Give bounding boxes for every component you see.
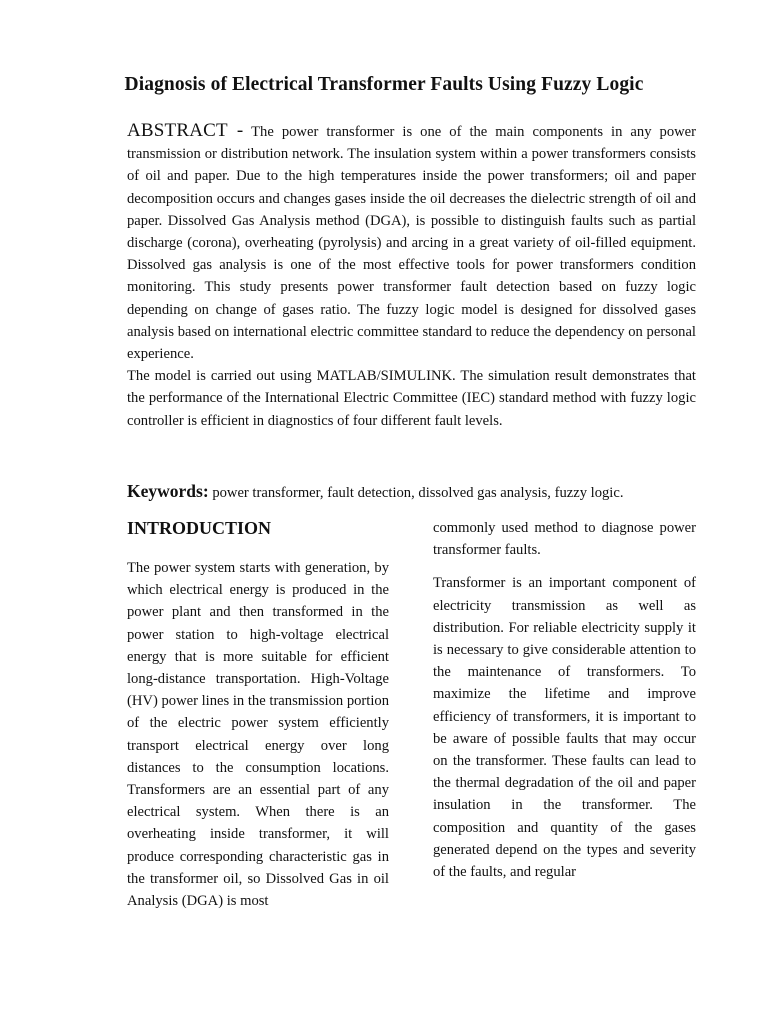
left-column (127, 513, 389, 912)
right-column (433, 517, 696, 883)
keywords-label: Keywords: (127, 481, 209, 501)
paper-title: Diagnosis of Electrical Transformer Faults Using Fuzzy Logic (124, 74, 644, 95)
abstract-paragraph-2: The model is carried out using MATLAB/SIMULINK. The simulation result demonstrates that the performance of the International Electric Committee (IEC) standard method with fuzzy logic controller is efficient in diagnostics of four different fault levels. (127, 368, 696, 429)
abstract-paragraph-1 (127, 120, 696, 365)
introduction-left-paragraph: The power system starts with generation, by which electrical energy is produced in the power plant and then transformed in the power station to high-voltage electrical energy that is more suitable for efficient long-distance transportation. High-Voltage (HV) power lines in the transmission portion of the electric power system efficiently transport electrical energy over long distances to the consumption locations. Transformers are an essential part of any electrical system. When there is an overheating inside transformer, it will produce corresponding characteristic gas in the transformer oil, so Dissolved Gas in oil Analysis (DGA) is most (127, 560, 389, 910)
abstract-text-1: The power transformer is one of the main components in any power transmission or distribution network. The insulation system within a power transformers consists of oil and paper. Due to the high temperatures inside the power transformers; oil and paper decomposition occurs and changes gases inside the oil decreases the dielectric strength of oil and paper. Dissolved Gas Analysis method (DGA), is possible to distinguish faults such as partial discharge (corona), overheating (pyrolysis) and arcing in a great variety of oil-filled equipment. Dissolved gas analysis is one of the most effective tools for power transformers condition monitoring. This study presents power transformer fault detection based on fuzzy logic depending on change of gases ratio. The fuzzy logic model is designed for dissolved gases analysis based on international electric committee standard to reduce the dependency on personal experience. (127, 124, 696, 363)
abstract-section (127, 120, 696, 432)
keywords-text: power transformer, fault detection, dissolved gas analysis, fuzzy logic. (212, 485, 624, 501)
introduction-right-paragraph-1: commonly used method to diagnose power transformer faults. (433, 520, 696, 559)
introduction-heading: INTRODUCTION (127, 518, 272, 538)
introduction-right-paragraph-2: Transformer is an important component of electricity transmission as well as distribution. For reliable electricity supply it is necessary to give considerable attention to the maintenance of transformers. To maximize the lifetime and improve efficiency of transformers, it is important to be aware of possible faults that may occur on the transformer. These faults can lead to the thermal degradation of the oil and paper insulation in the transformer. The composition and quantity of the gases generated depend on the types and severity of the faults, and regular (433, 575, 696, 881)
abstract-label: ABSTRACT - (127, 120, 244, 141)
keywords-line (127, 479, 696, 505)
